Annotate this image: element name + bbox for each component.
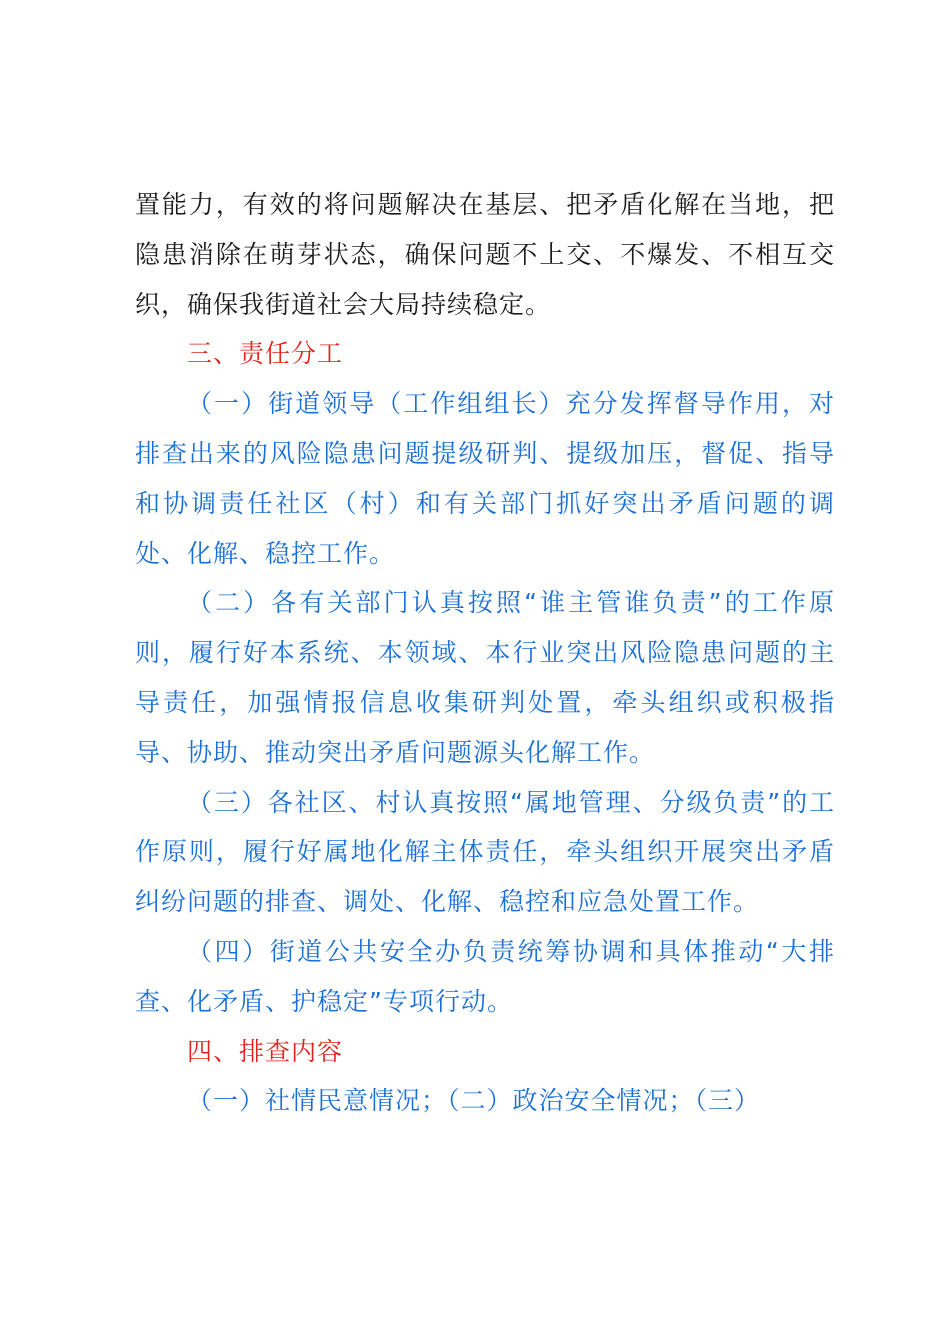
responsibility-item-2: （二）各有关部门认真按照“谁主管谁负责”的工作原则，履行好本系统、本领域、本行业突出风险隐患问题的主导责任，加强情报信息收集研判处置，牵头组织或积极指导、协助、推动突出矛盾问题源头化解工作。 xyxy=(135,588,835,767)
section-heading-responsibility: 三、责任分工 xyxy=(187,339,344,369)
responsibility-item-3: （三）各社区、村认真按照“属地管理、分级负责”的工作原则，履行好属地化解主体责任，牵头组织开展突出矛盾纠纷问题的排查、调处、化解、稳控和应急处置工作。 xyxy=(135,787,835,917)
inspection-content-paragraph: （一）社情民意情况；（二）政治安全情况；（三） xyxy=(187,1086,761,1116)
document-body xyxy=(135,180,835,1126)
responsibility-item-4: （四）街道公共安全办负责统筹协调和具体推动“大排查、化矛盾、护稳定”专项行动。 xyxy=(135,936,835,1016)
section-heading-inspection: 四、排查内容 xyxy=(187,1036,344,1066)
intro-paragraph: 置能力，有效的将问题解决在基层、把矛盾化解在当地，把隐患消除在萌芽状态，确保问题不上交、不爆发、不相互交织，确保我街道社会大局持续稳定。 xyxy=(135,190,835,319)
responsibility-item-1: （一）街道领导（工作组组长）充分发挥督导作用，对排查出来的风险隐患问题提级研判、提级加压，督促、指导和协调责任社区（村）和有关部门抓好突出矛盾问题的调处、化解、稳控工作。 xyxy=(135,389,835,568)
